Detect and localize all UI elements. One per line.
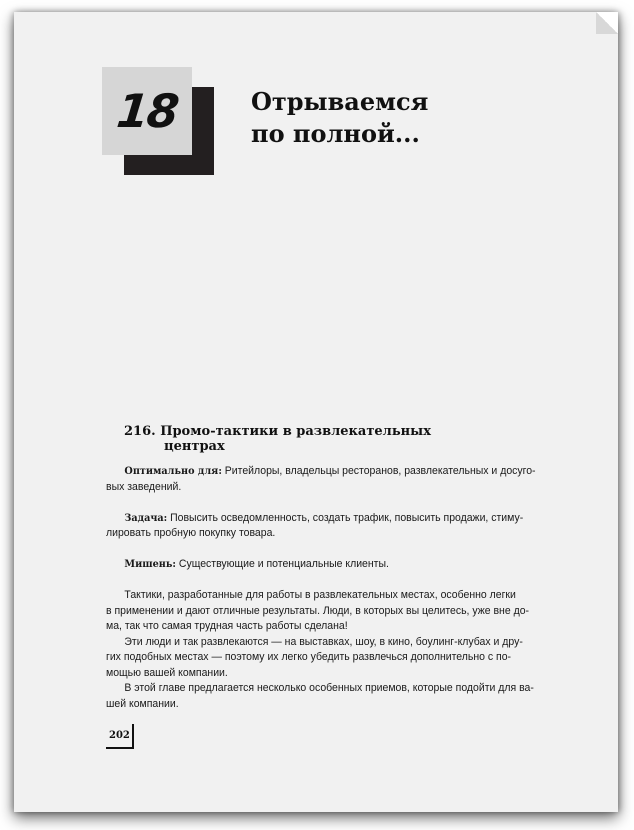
chapter-title [251, 86, 551, 150]
task-text: Повысить осведомленность, создать трафик, повысить продажи, стиму- [167, 511, 524, 524]
chapter-number: 18 [114, 84, 180, 138]
optimal-for-text: Ритейлоры, владельцы ресторанов, развлекательных и досуго- [221, 465, 536, 477]
optimal-for [106, 464, 538, 495]
paragraph [106, 588, 538, 635]
paragraph [106, 635, 538, 682]
section-body [106, 464, 538, 712]
target-label: Мишень: [124, 558, 176, 570]
book-page [14, 12, 618, 812]
task-label: Задача: [124, 511, 168, 524]
paragraph-line: мощью вашей компании. [106, 666, 228, 679]
target [106, 557, 538, 573]
paragraph [106, 681, 538, 712]
optimal-for-text: вых заведений. [106, 480, 182, 493]
target-text: Существующие и потенциальные клиенты. [175, 558, 389, 570]
section-title-line: 216. Промо-тактики в развлекательных [124, 424, 431, 439]
task [106, 511, 538, 542]
page-corner-fold [596, 12, 618, 34]
paragraph-line: гих подобных местах — поэтому их легко убедить развлечься дополнительно с по- [106, 651, 512, 663]
page-number: 202 [106, 724, 134, 749]
task-text: лировать пробную покупку товара. [106, 527, 276, 539]
paragraph-line: в применении и дают отличные результаты. Люди, в которых вы целитесь, уже вне до- [106, 604, 530, 617]
paragraph-line: Тактики, разработанные для работы в развлекательных местах, особенно легки [124, 589, 516, 601]
paragraph-line: шей компании. [106, 697, 179, 710]
paragraph-line: В этой главе предлагается несколько особенных приемов, которые подойти для ва- [124, 682, 534, 694]
paragraph-line: Эти люди и так развлекаются — на выставках, шоу, в кино, боулинг-клубах и дру- [124, 635, 523, 648]
chapter-title-line: Отрываемся [251, 87, 429, 116]
optimal-for-label: Оптимально для: [124, 465, 222, 477]
paragraph-line: ма, так что самая трудная часть работы сделана! [106, 620, 348, 632]
section-title [124, 424, 524, 454]
chapter-title-line: по полной... [251, 119, 420, 148]
section-title-line: центрах [164, 439, 225, 454]
chapter-number-box [102, 67, 192, 155]
